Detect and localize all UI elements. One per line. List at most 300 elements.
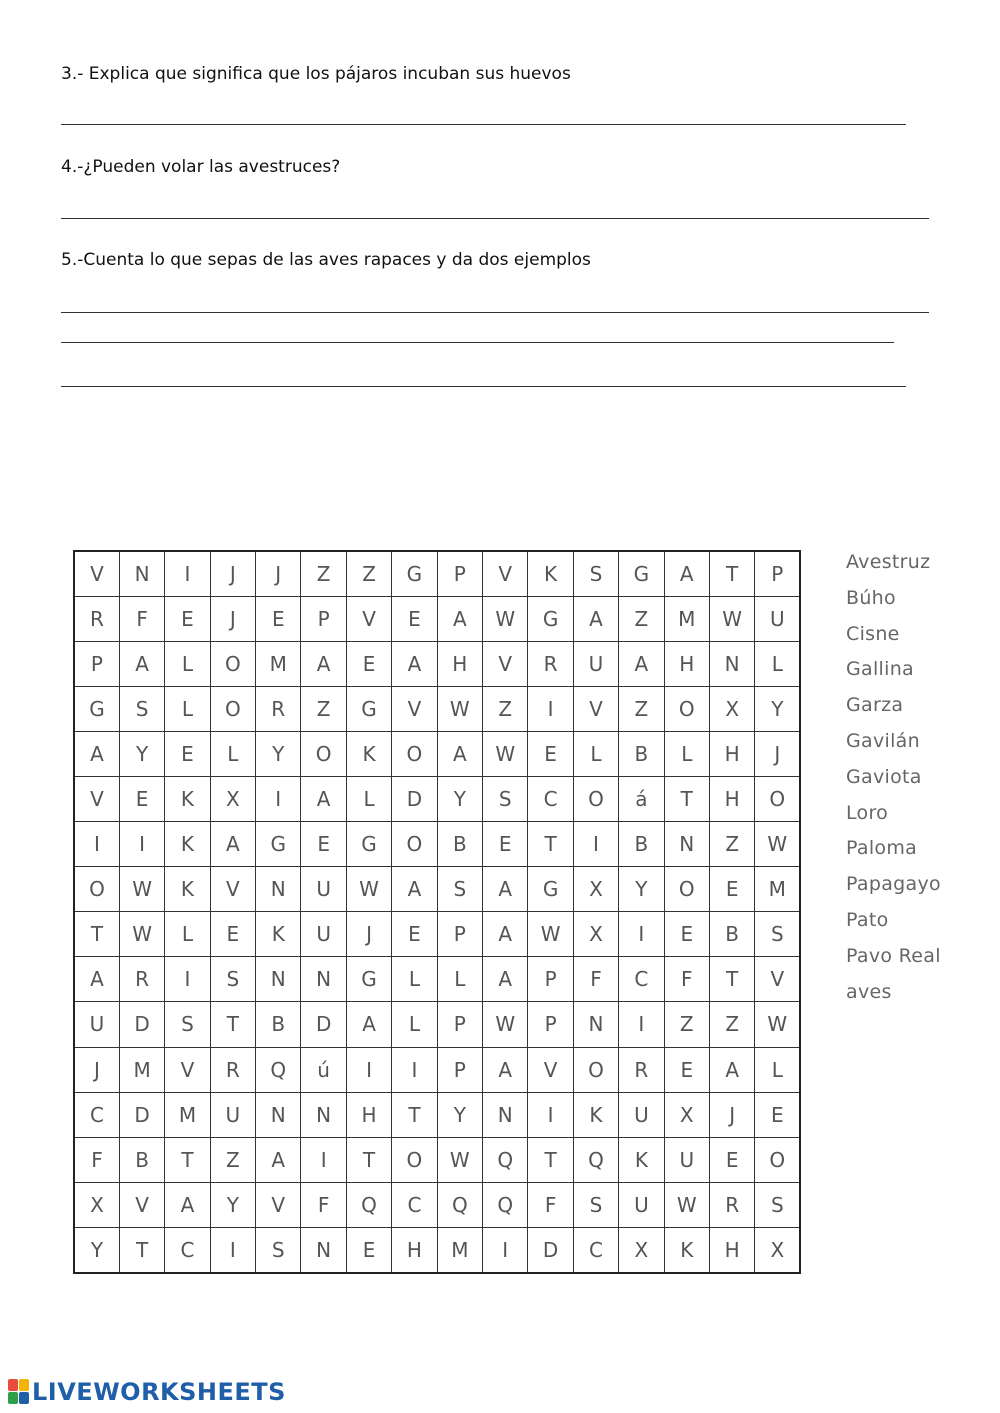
grid-cell[interactable]: G bbox=[346, 822, 391, 867]
grid-cell[interactable]: R bbox=[619, 1047, 664, 1092]
grid-cell[interactable]: G bbox=[528, 596, 573, 641]
grid-cell[interactable]: I bbox=[210, 1227, 255, 1272]
word-search-grid[interactable] bbox=[73, 550, 801, 1274]
grid-cell[interactable]: G bbox=[392, 551, 437, 596]
grid-cell[interactable]: K bbox=[346, 731, 391, 776]
grid-cell[interactable]: S bbox=[119, 686, 164, 731]
grid-cell[interactable]: X bbox=[210, 776, 255, 821]
grid-cell[interactable]: Z bbox=[301, 686, 346, 731]
grid-cell[interactable]: B bbox=[619, 731, 664, 776]
grid-cell[interactable]: G bbox=[528, 867, 573, 912]
grid-cell[interactable]: E bbox=[664, 1047, 709, 1092]
grid-cell[interactable]: G bbox=[619, 551, 664, 596]
word-list-item: Búho bbox=[846, 586, 896, 609]
grid-cell[interactable]: I bbox=[392, 1047, 437, 1092]
grid-cell[interactable]: I bbox=[619, 1002, 664, 1047]
grid-cell[interactable]: V bbox=[210, 867, 255, 912]
grid-cell[interactable]: L bbox=[165, 912, 210, 957]
grid-cell[interactable]: O bbox=[301, 731, 346, 776]
grid-cell[interactable]: E bbox=[709, 1137, 754, 1182]
grid-cell[interactable]: L bbox=[437, 957, 482, 1002]
question-5: 5.-Cuenta lo que sepas de las aves rapaces y da dos ejemplos bbox=[61, 250, 591, 270]
grid-cell[interactable]: O bbox=[210, 686, 255, 731]
grid-cell[interactable]: N bbox=[256, 1092, 301, 1137]
grid-cell[interactable]: T bbox=[346, 1137, 391, 1182]
grid-row bbox=[74, 957, 800, 1002]
grid-row bbox=[74, 1137, 800, 1182]
grid-cell[interactable]: R bbox=[528, 641, 573, 686]
grid-cell[interactable]: E bbox=[301, 822, 346, 867]
grid-cell[interactable]: Y bbox=[437, 776, 482, 821]
logo-square-red bbox=[8, 1379, 18, 1391]
logo-square-yellow bbox=[19, 1379, 29, 1391]
grid-cell[interactable]: X bbox=[709, 686, 754, 731]
grid-cell[interactable]: Y bbox=[119, 731, 164, 776]
grid-cell[interactable]: R bbox=[119, 957, 164, 1002]
grid-cell[interactable]: J bbox=[210, 596, 255, 641]
grid-cell[interactable]: E bbox=[709, 867, 754, 912]
grid-cell[interactable]: X bbox=[573, 867, 618, 912]
grid-row bbox=[74, 776, 800, 821]
grid-cell[interactable]: W bbox=[119, 912, 164, 957]
grid-cell[interactable]: J bbox=[755, 731, 800, 776]
grid-cell[interactable]: N bbox=[664, 822, 709, 867]
grid-cell[interactable]: O bbox=[392, 822, 437, 867]
grid-cell[interactable]: D bbox=[301, 1002, 346, 1047]
grid-cell[interactable]: P bbox=[528, 957, 573, 1002]
grid-cell[interactable]: J bbox=[346, 912, 391, 957]
liveworksheets-logo-icon bbox=[8, 1379, 30, 1405]
grid-row bbox=[74, 912, 800, 957]
grid-cell[interactable]: A bbox=[392, 641, 437, 686]
grid-cell[interactable]: K bbox=[165, 867, 210, 912]
grid-cell[interactable]: V bbox=[346, 596, 391, 641]
logo-square-green bbox=[8, 1392, 18, 1404]
grid-cell[interactable]: T bbox=[709, 957, 754, 1002]
grid-cell[interactable]: E bbox=[392, 596, 437, 641]
grid-cell[interactable]: I bbox=[165, 957, 210, 1002]
grid-cell[interactable]: Q bbox=[346, 1182, 391, 1227]
grid-cell[interactable]: I bbox=[528, 1092, 573, 1137]
grid-cell[interactable]: E bbox=[119, 776, 164, 821]
grid-cell[interactable]: C bbox=[528, 776, 573, 821]
grid-cell[interactable]: N bbox=[301, 957, 346, 1002]
grid-cell[interactable]: E bbox=[755, 1092, 800, 1137]
grid-cell[interactable]: L bbox=[664, 731, 709, 776]
grid-cell[interactable]: S bbox=[437, 867, 482, 912]
question-4: 4.-¿Pueden volar las avestruces? bbox=[61, 157, 341, 177]
grid-cell[interactable]: L bbox=[755, 1047, 800, 1092]
grid-cell[interactable]: L bbox=[755, 641, 800, 686]
word-list-item: Loro bbox=[846, 801, 889, 824]
grid-cell[interactable]: Z bbox=[664, 1002, 709, 1047]
grid-cell[interactable]: T bbox=[709, 551, 754, 596]
grid-cell[interactable]: W bbox=[437, 686, 482, 731]
grid-cell[interactable]: I bbox=[119, 822, 164, 867]
grid-cell[interactable]: X bbox=[619, 1227, 664, 1272]
grid-cell[interactable]: Q bbox=[483, 1137, 528, 1182]
answer-line-5c[interactable] bbox=[61, 386, 906, 387]
grid-cell[interactable]: T bbox=[210, 1002, 255, 1047]
grid-cell[interactable]: P bbox=[437, 1047, 482, 1092]
grid-cell[interactable]: A bbox=[392, 867, 437, 912]
grid-cell[interactable]: U bbox=[619, 1182, 664, 1227]
grid-cell[interactable]: W bbox=[119, 867, 164, 912]
grid-cell[interactable]: M bbox=[256, 641, 301, 686]
grid-cell[interactable]: K bbox=[165, 776, 210, 821]
grid-cell[interactable]: F bbox=[664, 957, 709, 1002]
grid-cell[interactable]: O bbox=[392, 731, 437, 776]
grid-cell[interactable]: J bbox=[210, 551, 255, 596]
grid-cell[interactable]: G bbox=[346, 957, 391, 1002]
grid-cell[interactable]: E bbox=[346, 641, 391, 686]
grid-cell[interactable]: Y bbox=[74, 1227, 119, 1272]
grid-cell[interactable]: B bbox=[256, 1002, 301, 1047]
grid-cell[interactable]: L bbox=[346, 776, 391, 821]
grid-cell[interactable]: C bbox=[573, 1227, 618, 1272]
grid-cell[interactable]: Y bbox=[755, 686, 800, 731]
grid-cell[interactable]: O bbox=[755, 776, 800, 821]
grid-cell[interactable]: Q bbox=[483, 1182, 528, 1227]
grid-cell[interactable]: R bbox=[210, 1047, 255, 1092]
grid-cell[interactable]: O bbox=[210, 641, 255, 686]
grid-cell[interactable]: Z bbox=[301, 551, 346, 596]
grid-cell[interactable]: V bbox=[483, 551, 528, 596]
grid-cell[interactable]: G bbox=[74, 686, 119, 731]
grid-cell[interactable]: K bbox=[165, 822, 210, 867]
grid-cell[interactable]: E bbox=[165, 596, 210, 641]
grid-cell[interactable]: A bbox=[483, 1047, 528, 1092]
grid-cell[interactable]: G bbox=[346, 686, 391, 731]
grid-cell[interactable]: S bbox=[483, 776, 528, 821]
grid-cell[interactable]: T bbox=[528, 822, 573, 867]
grid-cell[interactable]: V bbox=[165, 1047, 210, 1092]
grid-row bbox=[74, 1227, 800, 1272]
grid-cell[interactable]: S bbox=[573, 1182, 618, 1227]
grid-cell[interactable]: B bbox=[619, 822, 664, 867]
grid-cell[interactable]: A bbox=[119, 641, 164, 686]
grid-cell[interactable]: J bbox=[709, 1092, 754, 1137]
grid-cell[interactable]: I bbox=[619, 912, 664, 957]
word-list-item: aves bbox=[846, 980, 892, 1003]
grid-cell[interactable]: W bbox=[528, 912, 573, 957]
grid-cell[interactable]: I bbox=[346, 1047, 391, 1092]
answer-line-3[interactable] bbox=[61, 124, 906, 125]
word-list-item: Pavo Real bbox=[846, 944, 941, 967]
grid-cell[interactable]: T bbox=[528, 1137, 573, 1182]
grid-cell[interactable]: Z bbox=[619, 686, 664, 731]
grid-cell[interactable]: A bbox=[346, 1002, 391, 1047]
grid-cell[interactable]: I bbox=[573, 822, 618, 867]
grid-cell[interactable]: D bbox=[119, 1092, 164, 1137]
grid-cell[interactable]: E bbox=[165, 731, 210, 776]
grid-cell[interactable]: V bbox=[119, 1182, 164, 1227]
grid-cell[interactable]: V bbox=[755, 957, 800, 1002]
grid-cell[interactable]: P bbox=[301, 596, 346, 641]
word-list-item: Avestruz bbox=[846, 551, 931, 573]
grid-cell[interactable]: W bbox=[437, 1137, 482, 1182]
grid-cell[interactable]: P bbox=[74, 641, 119, 686]
grid-cell[interactable]: E bbox=[528, 731, 573, 776]
grid-cell[interactable]: P bbox=[528, 1002, 573, 1047]
grid-cell[interactable]: Q bbox=[573, 1137, 618, 1182]
grid-row bbox=[74, 1182, 800, 1227]
footer-brand bbox=[8, 1378, 286, 1406]
grid-cell[interactable]: O bbox=[573, 776, 618, 821]
grid-cell[interactable]: L bbox=[210, 731, 255, 776]
word-list-item: Paloma bbox=[846, 837, 918, 860]
grid-cell[interactable]: H bbox=[709, 776, 754, 821]
grid-cell[interactable]: S bbox=[755, 912, 800, 957]
grid-cell[interactable]: R bbox=[709, 1182, 754, 1227]
grid-cell[interactable]: H bbox=[392, 1227, 437, 1272]
grid-cell[interactable]: T bbox=[165, 1137, 210, 1182]
grid-cell[interactable]: G bbox=[256, 822, 301, 867]
grid-cell[interactable]: O bbox=[74, 867, 119, 912]
grid-cell[interactable]: Q bbox=[256, 1047, 301, 1092]
grid-cell[interactable]: Z bbox=[346, 551, 391, 596]
grid-cell[interactable]: E bbox=[392, 912, 437, 957]
grid-cell[interactable]: J bbox=[74, 1047, 119, 1092]
grid-cell[interactable]: P bbox=[437, 912, 482, 957]
grid-cell[interactable]: N bbox=[119, 551, 164, 596]
word-list-item: Gaviota bbox=[846, 765, 922, 788]
grid-cell[interactable]: Z bbox=[210, 1137, 255, 1182]
grid-cell[interactable]: K bbox=[664, 1227, 709, 1272]
grid-cell[interactable]: Y bbox=[619, 867, 664, 912]
grid-cell[interactable]: W bbox=[483, 596, 528, 641]
grid-cell[interactable]: M bbox=[755, 867, 800, 912]
grid-cell[interactable]: L bbox=[392, 1002, 437, 1047]
grid-cell[interactable]: A bbox=[619, 641, 664, 686]
grid-cell[interactable]: N bbox=[709, 641, 754, 686]
grid-cell[interactable]: A bbox=[573, 596, 618, 641]
grid-cell[interactable]: I bbox=[528, 686, 573, 731]
grid-cell[interactable]: N bbox=[301, 1092, 346, 1137]
grid-cell[interactable]: A bbox=[483, 912, 528, 957]
grid-cell[interactable]: O bbox=[664, 686, 709, 731]
grid-cell[interactable]: S bbox=[210, 957, 255, 1002]
grid-cell[interactable]: N bbox=[256, 957, 301, 1002]
grid-cell[interactable]: Z bbox=[483, 686, 528, 731]
grid-cell[interactable]: C bbox=[619, 957, 664, 1002]
question-3: 3.- Explica que significa que los pájaros incuban sus huevos bbox=[61, 64, 571, 84]
grid-cell[interactable]: E bbox=[664, 912, 709, 957]
grid-cell[interactable]: C bbox=[74, 1092, 119, 1137]
grid-cell[interactable]: X bbox=[664, 1092, 709, 1137]
grid-cell[interactable]: I bbox=[256, 776, 301, 821]
grid-cell[interactable]: H bbox=[709, 731, 754, 776]
grid-cell[interactable]: K bbox=[573, 1092, 618, 1137]
grid-cell[interactable]: A bbox=[165, 1182, 210, 1227]
grid-cell[interactable]: V bbox=[256, 1182, 301, 1227]
grid-cell[interactable]: Z bbox=[709, 822, 754, 867]
grid-cell[interactable]: T bbox=[74, 912, 119, 957]
grid-cell[interactable]: V bbox=[74, 776, 119, 821]
brand-name: LIVEWORKSHEETS bbox=[32, 1378, 286, 1406]
grid-cell[interactable]: A bbox=[301, 776, 346, 821]
grid-cell[interactable]: D bbox=[392, 776, 437, 821]
grid-cell[interactable]: W bbox=[346, 867, 391, 912]
grid-cell[interactable]: V bbox=[573, 686, 618, 731]
grid-cell[interactable]: C bbox=[392, 1182, 437, 1227]
grid-row bbox=[74, 1002, 800, 1047]
word-list-item: Gavilán bbox=[846, 729, 920, 752]
grid-cell[interactable]: M bbox=[165, 1092, 210, 1137]
grid-cell[interactable]: A bbox=[483, 957, 528, 1002]
grid-cell[interactable]: L bbox=[392, 957, 437, 1002]
grid-cell[interactable]: X bbox=[74, 1182, 119, 1227]
grid-cell[interactable]: I bbox=[165, 551, 210, 596]
grid-cell[interactable]: D bbox=[528, 1227, 573, 1272]
grid-cell[interactable]: F bbox=[119, 596, 164, 641]
grid-cell[interactable]: W bbox=[755, 822, 800, 867]
grid-cell[interactable]: á bbox=[619, 776, 664, 821]
grid-cell[interactable]: H bbox=[709, 1227, 754, 1272]
grid-cell[interactable]: W bbox=[709, 596, 754, 641]
grid-cell[interactable]: L bbox=[573, 731, 618, 776]
grid-row bbox=[74, 551, 800, 596]
grid-cell[interactable]: W bbox=[483, 1002, 528, 1047]
grid-cell[interactable]: M bbox=[437, 1227, 482, 1272]
grid-row bbox=[74, 1092, 800, 1137]
grid-cell[interactable]: L bbox=[165, 641, 210, 686]
grid-cell[interactable]: S bbox=[165, 1002, 210, 1047]
grid-cell[interactable]: A bbox=[437, 596, 482, 641]
grid-cell[interactable]: S bbox=[256, 1227, 301, 1272]
grid-cell[interactable]: T bbox=[392, 1092, 437, 1137]
grid-cell[interactable]: U bbox=[573, 641, 618, 686]
grid-cell[interactable]: A bbox=[664, 551, 709, 596]
answer-line-4[interactable] bbox=[61, 218, 929, 219]
grid-cell[interactable]: F bbox=[74, 1137, 119, 1182]
grid-cell[interactable]: E bbox=[256, 596, 301, 641]
grid-cell[interactable]: B bbox=[437, 822, 482, 867]
grid-cell[interactable]: W bbox=[664, 1182, 709, 1227]
grid-row bbox=[74, 641, 800, 686]
grid-cell[interactable]: E bbox=[483, 822, 528, 867]
grid-cell[interactable]: O bbox=[664, 867, 709, 912]
grid-cell[interactable]: Q bbox=[437, 1182, 482, 1227]
grid-cell[interactable]: ú bbox=[301, 1047, 346, 1092]
grid-cell[interactable]: E bbox=[210, 912, 255, 957]
grid-cell[interactable]: C bbox=[165, 1227, 210, 1272]
grid-cell[interactable]: F bbox=[301, 1182, 346, 1227]
grid-cell[interactable]: K bbox=[619, 1137, 664, 1182]
grid-cell[interactable]: I bbox=[483, 1227, 528, 1272]
grid-cell[interactable]: M bbox=[664, 596, 709, 641]
grid-cell[interactable]: H bbox=[346, 1092, 391, 1137]
grid-cell[interactable]: A bbox=[437, 731, 482, 776]
grid-cell[interactable]: N bbox=[573, 1002, 618, 1047]
grid-cell[interactable]: T bbox=[119, 1227, 164, 1272]
grid-cell[interactable]: U bbox=[619, 1092, 664, 1137]
grid-cell[interactable]: A bbox=[74, 957, 119, 1002]
grid-cell[interactable]: O bbox=[392, 1137, 437, 1182]
grid-cell[interactable]: U bbox=[74, 1002, 119, 1047]
grid-row bbox=[74, 731, 800, 776]
grid-cell[interactable]: X bbox=[755, 1227, 800, 1272]
answer-line-5a[interactable] bbox=[61, 312, 929, 313]
word-list-item: Cisne bbox=[846, 622, 900, 645]
grid-cell[interactable]: Y bbox=[256, 731, 301, 776]
grid-cell[interactable]: A bbox=[483, 867, 528, 912]
word-list bbox=[846, 546, 941, 1011]
grid-cell[interactable]: N bbox=[301, 1227, 346, 1272]
grid-cell[interactable]: A bbox=[210, 822, 255, 867]
answer-line-5b[interactable] bbox=[61, 342, 894, 343]
grid-cell[interactable]: T bbox=[664, 776, 709, 821]
grid-cell[interactable]: N bbox=[483, 1092, 528, 1137]
grid-cell[interactable]: Z bbox=[709, 1002, 754, 1047]
grid-cell[interactable]: S bbox=[755, 1182, 800, 1227]
grid-cell[interactable]: B bbox=[709, 912, 754, 957]
grid-cell[interactable]: H bbox=[437, 641, 482, 686]
grid-cell[interactable]: Y bbox=[210, 1182, 255, 1227]
grid-cell[interactable]: B bbox=[119, 1137, 164, 1182]
grid-cell[interactable]: L bbox=[165, 686, 210, 731]
grid-cell[interactable]: U bbox=[301, 912, 346, 957]
grid-cell[interactable]: R bbox=[74, 596, 119, 641]
grid-cell[interactable]: M bbox=[119, 1047, 164, 1092]
grid-cell[interactable]: S bbox=[573, 551, 618, 596]
grid-cell[interactable]: V bbox=[483, 641, 528, 686]
grid-cell[interactable]: W bbox=[483, 731, 528, 776]
grid-cell[interactable]: E bbox=[346, 1227, 391, 1272]
grid-cell[interactable]: K bbox=[256, 912, 301, 957]
grid-cell[interactable]: U bbox=[301, 867, 346, 912]
grid-row bbox=[74, 1047, 800, 1092]
grid-cell[interactable]: P bbox=[437, 1002, 482, 1047]
grid-cell[interactable]: K bbox=[528, 551, 573, 596]
grid-row bbox=[74, 822, 800, 867]
grid-cell[interactable]: F bbox=[528, 1182, 573, 1227]
grid-cell[interactable]: Z bbox=[619, 596, 664, 641]
grid-cell[interactable]: P bbox=[437, 551, 482, 596]
grid-cell[interactable]: A bbox=[709, 1047, 754, 1092]
grid-cell[interactable]: I bbox=[74, 822, 119, 867]
grid-cell[interactable]: R bbox=[256, 686, 301, 731]
grid-cell[interactable]: U bbox=[664, 1137, 709, 1182]
grid-row bbox=[74, 686, 800, 731]
grid-cell[interactable]: W bbox=[755, 1002, 800, 1047]
word-list-item: Gallina bbox=[846, 658, 914, 681]
grid-cell[interactable]: A bbox=[256, 1137, 301, 1182]
grid-row bbox=[74, 596, 800, 641]
grid-cell[interactable]: O bbox=[573, 1047, 618, 1092]
grid-cell[interactable]: X bbox=[573, 912, 618, 957]
grid-cell[interactable]: I bbox=[301, 1137, 346, 1182]
word-list-item: Pato bbox=[846, 908, 889, 931]
logo-square-blue bbox=[19, 1392, 29, 1404]
grid-cell[interactable]: P bbox=[755, 551, 800, 596]
grid-cell[interactable]: U bbox=[210, 1092, 255, 1137]
grid-cell[interactable]: N bbox=[256, 867, 301, 912]
grid-cell[interactable]: V bbox=[74, 551, 119, 596]
grid-cell[interactable]: H bbox=[664, 641, 709, 686]
grid-cell[interactable]: Y bbox=[437, 1092, 482, 1137]
grid-cell[interactable]: U bbox=[755, 596, 800, 641]
grid-cell[interactable]: V bbox=[528, 1047, 573, 1092]
grid-cell[interactable]: A bbox=[301, 641, 346, 686]
grid-cell[interactable]: V bbox=[392, 686, 437, 731]
grid-row bbox=[74, 867, 800, 912]
grid-cell[interactable]: A bbox=[74, 731, 119, 776]
grid-cell[interactable]: O bbox=[755, 1137, 800, 1182]
grid-cell[interactable]: F bbox=[573, 957, 618, 1002]
grid-cell[interactable]: J bbox=[256, 551, 301, 596]
grid-cell[interactable]: D bbox=[119, 1002, 164, 1047]
